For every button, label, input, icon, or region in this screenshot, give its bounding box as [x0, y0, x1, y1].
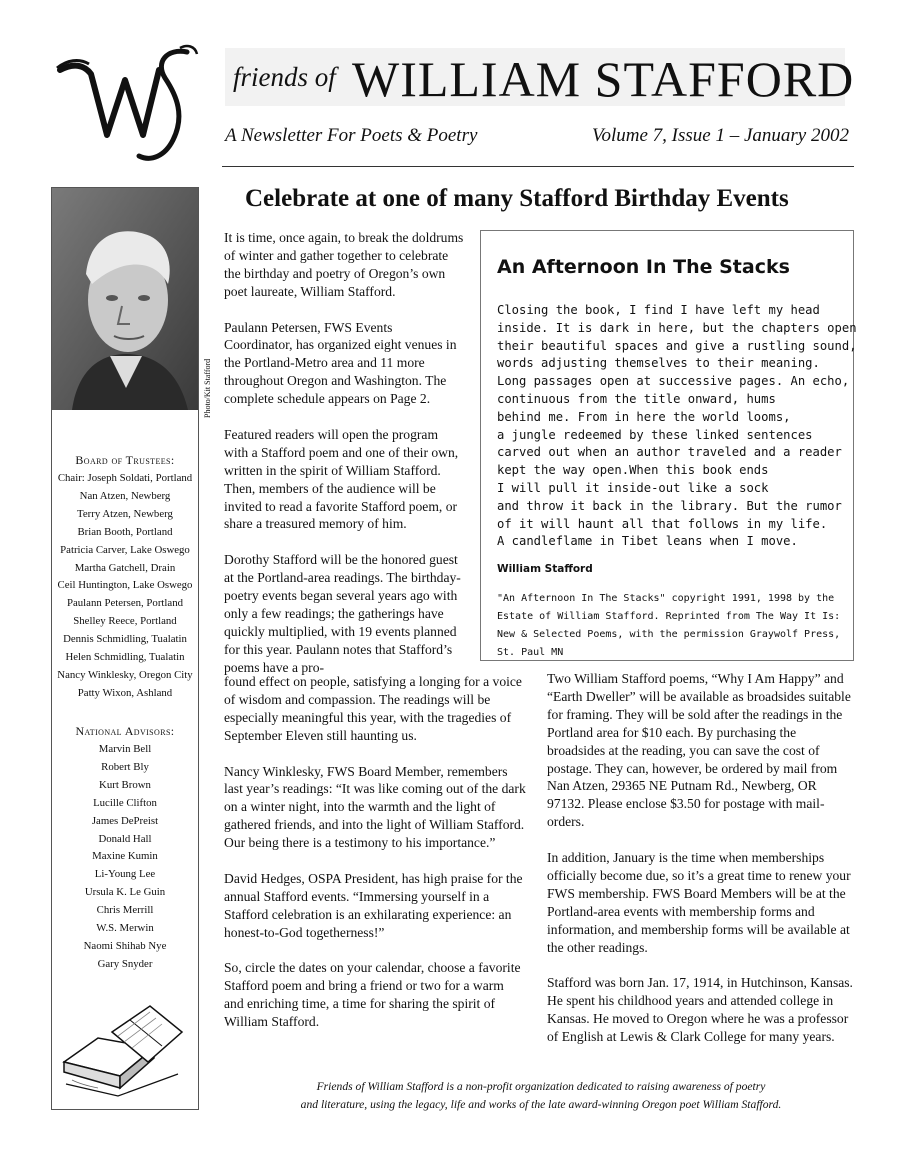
poem-author: William Stafford [497, 563, 593, 575]
paragraph: In addition, January is the time when memberships officially become due, so it’s a great time to renew your FWS membership. FWS Board Members will be at the Portland-area events with membership forms and information, and membership forms will be available at the other readings. [547, 850, 851, 955]
advisor: Donald Hall [98, 832, 152, 845]
poem-line: Long passages open at successive pages. An echo, [497, 374, 850, 389]
poem-line: A candleflame in Tibet leans when I move. [497, 534, 798, 549]
poem-copyright: "An Afternoon In The Stacks" copyright 1991, 1998 by the Estate of William Stafford. Reprinted from The Way It Is: New & Selected Poems, with the permission Graywolf Press, St. Paul MN [497, 593, 841, 658]
paragraph: Paulann Petersen, FWS Events Coordinator, has organized eight venues in the Portland-Metro area and 11 more throughout Oregon and Washington. The complete schedule appears on Page 2. [224, 319, 457, 407]
board-member: Chair: Joseph Soldati, Portland [57, 472, 193, 484]
masthead-volume: Volume 7, Issue 1 – January 2002 [592, 125, 849, 146]
advisor: Maxine Kumin [92, 850, 158, 863]
advisor: Chris Merrill [96, 904, 154, 917]
advisor: James DePreist [91, 814, 159, 827]
article-column-left-top [224, 229, 464, 695]
paragraph: It is time, once again, to break the doldrums of winter and gather together to celebrate the birthday and poetry of Oregon’s own poet laureate, William Stafford. [224, 230, 464, 299]
board-member: Shelley Reece, Portland [73, 615, 177, 628]
masthead-friends-of: friends of [233, 62, 336, 92]
footer-line: Friends of William Stafford is a non-profit organization dedicated to raising awareness of poetry [316, 1080, 766, 1093]
poem-line: inside. It is dark in here, but the chapters open [497, 320, 857, 335]
article-column-left-bottom [224, 673, 526, 1049]
poem-line: a jungle redeemed by these linked sentences [497, 427, 813, 442]
paragraph: Featured readers will open the program with a Stafford poem and one of their own, written in the spirit of William Stafford. Then, members of the audience will be invited to read a favorite Stafford poem, or share a treasured memory of him. [224, 426, 459, 532]
board-member: Nan Atzen, Newberg [79, 489, 171, 502]
board-member: Brian Booth, Portland [77, 525, 173, 538]
poem-line: I will pull it inside-out like a sock [497, 480, 769, 495]
board-member: Patricia Carver, Lake Oswego [60, 543, 190, 556]
advisor: Ursula K. Le Guin [84, 886, 166, 899]
portrait-photo [52, 188, 198, 410]
poem-line: kept the way open.When this book ends [497, 463, 769, 478]
advisor: Naomi Shihab Nye [83, 939, 167, 952]
poem-line: Closing the book, I find I have left my head [497, 303, 820, 317]
paragraph: Two William Stafford poems, “Why I Am Happy” and “Earth Dweller” will be available as broadsides suitable for framing. They will be sold after the readings in the Portland area for $10 each. By purchasing the broadsides at the reading, you can save the cost of postage. They can, however, be ordered by mail from Nan Atzen, 29365 NE Putnam Rd., Newberg, OR 97132. Please enclose $3.50 for postage with mail-orders. [547, 671, 851, 830]
advisor: Marvin Bell [98, 743, 152, 755]
paragraph: Nancy Winklesky, FWS Board Member, remembers last year’s readings: “It was like coming out of the dark on a winter night, into the warmth and the light of gathered friends, and into the light of William Stafford. Our being there is a testimony to his importance.” [224, 763, 526, 851]
poem-text [497, 302, 857, 551]
board-heading: Board of Trustees: [75, 453, 175, 467]
footer-line: and literature, using the legacy, life and works of the late award-winning Oregon poet William Stafford. [300, 1098, 782, 1111]
paragraph: Dorothy Stafford will be the honored guest at the Portland-area readings. The birthday-poetry events began several years ago with only a few readings; the gatherings have quickly multiplied, with 19 events planned for this year. Paulann notes that Stafford’s poems have a pro- [224, 552, 461, 675]
advisor: Robert Bly [101, 760, 149, 773]
article-column-right [547, 670, 853, 1064]
board-member: Patty Wixon, Ashland [77, 686, 173, 699]
photo-credit: Photo/Kit Stafford [203, 358, 212, 418]
board-member: Martha Gatchell, Drain [74, 561, 176, 574]
advisors-list [52, 741, 198, 974]
paragraph: So, circle the dates on your calendar, choose a favorite Stafford poem and bring a friend or two for a warm and enriching time, a time for sharing the spirit of William Stafford. [224, 960, 521, 1030]
ws-monogram-logo [55, 40, 200, 170]
board-member: Helen Schmidling, Tualatin [65, 651, 185, 664]
advisor: Li-Young Lee [94, 868, 156, 881]
header-rule [222, 166, 854, 167]
advisor: Lucille Clifton [93, 796, 157, 809]
poem-line: of it will haunt all that follows in my life. [497, 516, 828, 531]
advisor: Gary Snyder [97, 957, 153, 970]
poem-line: and throw it back in the library. But the rumor [497, 498, 842, 513]
paragraph: David Hedges, OSPA President, has high praise for the annual Stafford events. “Immersing yourself in a Stafford celebration is an exhilarating experience: an honest-to-God togetherness!” [224, 870, 523, 940]
poem-line: behind me. From in here the world looms, [497, 409, 791, 424]
paragraph: Stafford was born Jan. 17, 1914, in Hutchinson, Kansas. He spent his childhood years and attended college in Kansas. He moved to Oregon where he was a professor of English at Lewis & Clark College for many years. [547, 975, 853, 1045]
poem-title: An Afternoon In The Stacks [497, 256, 790, 278]
paragraph: found effect on people, satisfying a longing for a voice of wisdom and compassion. The readings will be especially meaningful this year, with the tragedies of September Eleven still haunting us. [224, 674, 522, 743]
books-illustration [58, 992, 186, 1102]
masthead-tagline: A Newsletter For Poets & Poetry [225, 125, 478, 146]
board-member: Paulann Petersen, Portland [66, 597, 184, 610]
board-list [52, 470, 198, 703]
footer-mission [225, 1078, 857, 1114]
poem-line: carved out when an author traveled and a reader [497, 445, 842, 460]
article-headline: Celebrate at one of many Stafford Birthday Events [245, 185, 789, 212]
poem-line: continuous from the title onward, hums [497, 391, 776, 406]
masthead-title: WILLIAM STAFFORD [352, 51, 855, 107]
advisor: Kurt Brown [99, 778, 151, 791]
poem-line: words adjusting themselves to their meaning. [497, 356, 820, 371]
board-member: Dennis Schmidling, Tualatin [63, 633, 187, 646]
board-member: Nancy Winklesky, Oregon City [57, 668, 193, 681]
poem-line: their beautiful spaces and give a rustling sound, [497, 338, 857, 353]
board-member: Ceil Huntington, Lake Oswego [57, 579, 193, 592]
advisors-heading: National Advisors: [75, 724, 175, 738]
board-member: Terry Atzen, Newberg [77, 507, 173, 520]
advisor: W.S. Merwin [96, 922, 154, 935]
